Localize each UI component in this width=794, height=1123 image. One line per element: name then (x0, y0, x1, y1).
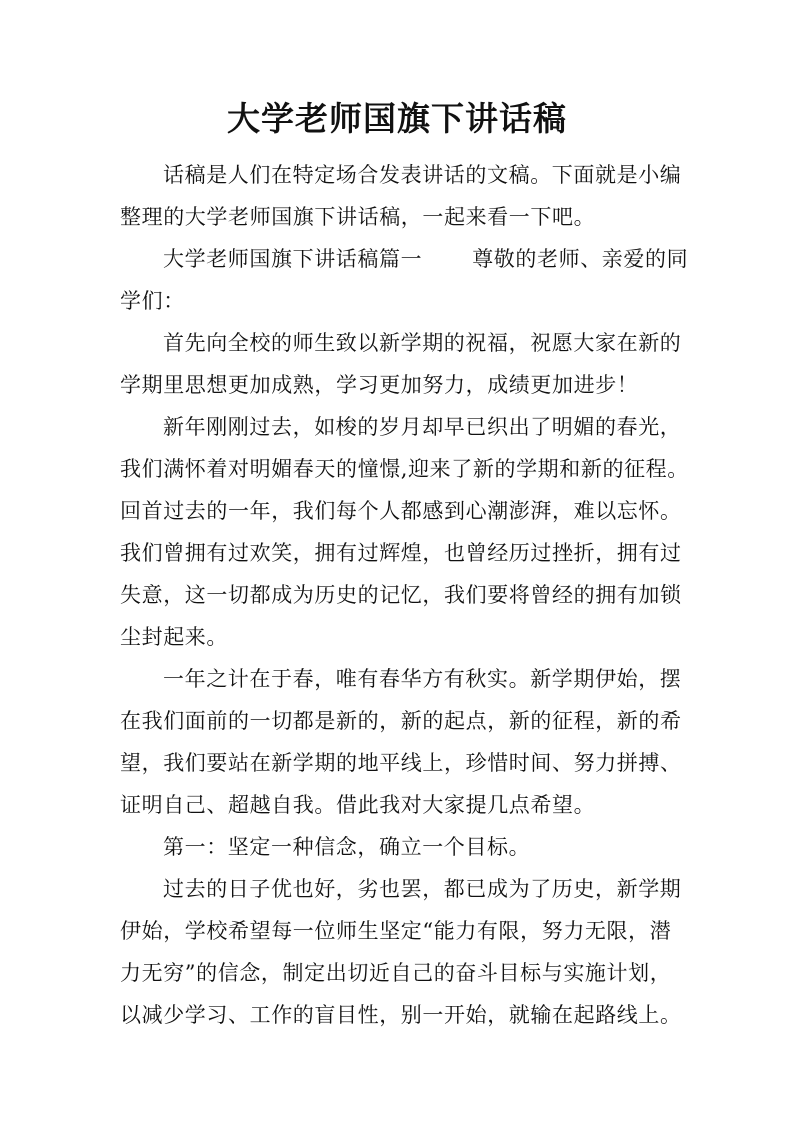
line-text: 整理的大学老师国旗下讲话稿，一起来看一下吧。 (120, 205, 596, 229)
line-text: 学期里思想更加成熟，学习更加努力，成绩更加进步！ (120, 373, 639, 397)
line-text: 首先向全校的师生致以新学期的祝福，祝愿大家在新的 (163, 331, 682, 355)
line-text: 以减少学习、工作的盲目性，别一开始，就输在起路线上。 (120, 1003, 682, 1027)
line-text: 话稿是人们在特定场合发表讲话的文稿。下面就是小编 (163, 163, 682, 187)
body-line (120, 364, 676, 406)
body-line (120, 952, 676, 994)
body-line (120, 532, 682, 574)
line-text: 一年之计在于春，唯有春华方有秋实。新学期伊始，摆 (163, 667, 682, 691)
body-line (120, 826, 676, 868)
line-text: 第一：坚定一种信念，确立一个目标。 (163, 835, 531, 859)
body-line (120, 658, 682, 700)
line-text: 失意，这一切都成为历史的记忆，我们要将曾经的拥有加锁 (120, 583, 682, 607)
line-text: 新年刚刚过去，如梭的岁月却早已织出了明媚的春光， (163, 415, 682, 439)
line-text: 证明自己、超越自我。借此我对大家提几点希望。 (120, 793, 596, 817)
body-line (120, 196, 676, 238)
line-text: 尊敬的老师、亲爱的同 (472, 247, 689, 271)
line-text: 伊始，学校希望每一位师生坚定“能力有限，努力无限，潜 (120, 919, 672, 943)
line-text: 大学老师国旗下讲话稿篇一 (163, 247, 423, 271)
body-line (120, 238, 689, 280)
body-line (120, 154, 682, 196)
body-line (120, 490, 682, 532)
line-text: 力无穷”的信念，制定出切近自己的奋斗目标与实施计划， (120, 961, 672, 985)
body-line (120, 280, 676, 322)
body-line (120, 448, 689, 490)
line-text: 尘封起来。 (120, 625, 228, 649)
line-text: 我们满怀着对明媚春天的憧憬,迎来了新的学期和新的征程。 (120, 457, 689, 481)
line-text: 在我们面前的一切都是新的，新的起点，新的征程，新的希 (120, 709, 682, 733)
line-text: 回首过去的一年，我们每个人都感到心潮澎湃，难以忘怀。 (120, 499, 682, 523)
line-text: 学们： (120, 289, 185, 313)
body-line (120, 574, 682, 616)
body-line (120, 616, 676, 658)
body-line (120, 868, 682, 910)
body-line (120, 700, 682, 742)
line-text: 我们曾拥有过欢笑，拥有过辉煌，也曾经历过挫折，拥有过 (120, 541, 682, 565)
body-line (120, 994, 682, 1036)
document-title: 大学老师国旗下讲话稿 (227, 99, 567, 138)
body-line (120, 784, 676, 826)
body-line (120, 910, 676, 952)
body-line (120, 322, 682, 364)
body-line (120, 742, 682, 784)
document-body (120, 154, 689, 1036)
line-text: 望，我们要站在新学期的地平线上，珍惜时间、努力拼搏、 (120, 751, 682, 775)
line-text: 过去的日子优也好，劣也罢，都已成为了历史，新学期 (163, 877, 682, 901)
body-line (120, 406, 682, 448)
